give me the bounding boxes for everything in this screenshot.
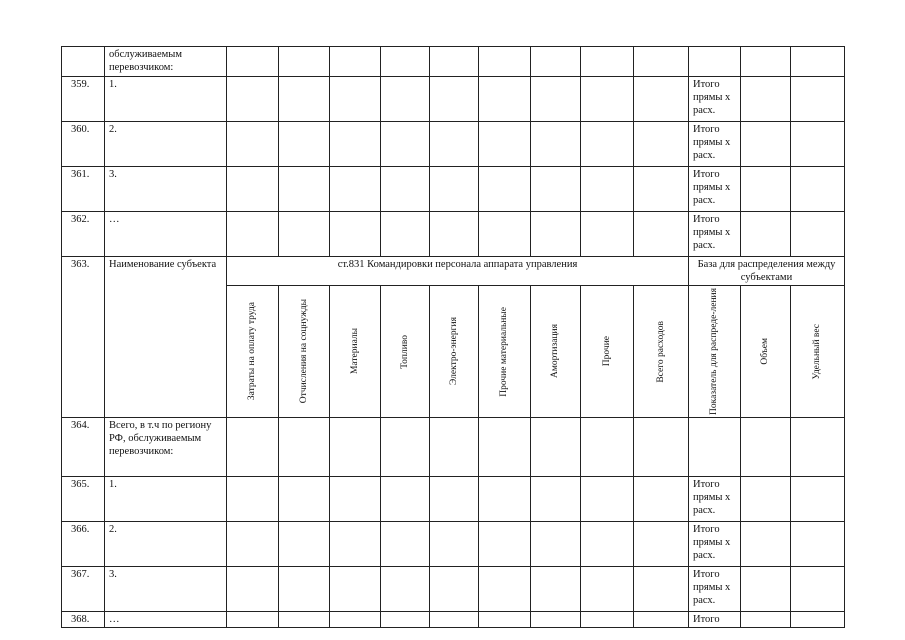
value-cell[interactable] — [279, 167, 330, 212]
value-cell[interactable] — [531, 566, 581, 611]
value-cell[interactable] — [741, 611, 791, 627]
value-cell[interactable] — [581, 47, 634, 77]
value-cell[interactable] — [479, 521, 531, 566]
column-header: Топливо — [381, 286, 430, 418]
row-number-cell: 368. — [62, 611, 105, 627]
value-cell[interactable] — [741, 476, 791, 521]
value-cell[interactable] — [381, 167, 430, 212]
value-cell[interactable] — [381, 611, 430, 627]
column-header: Затраты на оплату труда — [227, 286, 279, 418]
value-cell[interactable] — [430, 167, 479, 212]
value-cell[interactable] — [634, 417, 689, 476]
value-cell[interactable] — [381, 476, 430, 521]
value-cell[interactable] — [227, 122, 279, 167]
value-cell[interactable] — [689, 47, 741, 77]
value-cell[interactable] — [430, 417, 479, 476]
value-cell[interactable] — [689, 417, 741, 476]
value-cell[interactable] — [330, 77, 381, 122]
value-cell[interactable] — [330, 122, 381, 167]
row-number-cell: 359. — [62, 77, 105, 122]
value-cell[interactable] — [381, 521, 430, 566]
value-cell[interactable] — [479, 212, 531, 257]
value-cell[interactable] — [634, 566, 689, 611]
value-cell[interactable] — [381, 417, 430, 476]
value-cell[interactable] — [634, 167, 689, 212]
value-cell[interactable] — [791, 47, 845, 77]
value-cell[interactable] — [279, 521, 330, 566]
column-header: Прочие — [581, 286, 634, 418]
value-cell[interactable] — [279, 47, 330, 77]
value-cell[interactable] — [531, 122, 581, 167]
value-cell[interactable] — [227, 167, 279, 212]
value-cell[interactable] — [330, 476, 381, 521]
value-cell[interactable] — [479, 77, 531, 122]
value-cell[interactable] — [581, 476, 634, 521]
row-label-cell: обслуживаемым перевозчиком: — [105, 47, 227, 77]
table-row — [62, 122, 845, 167]
value-cell[interactable] — [330, 212, 381, 257]
section-header-row — [62, 257, 845, 286]
row-number-cell: 361. — [62, 167, 105, 212]
value-cell[interactable] — [330, 521, 381, 566]
value-cell[interactable] — [430, 566, 479, 611]
table-row — [62, 476, 845, 521]
row-label-cell: 2. — [105, 122, 227, 167]
value-cell[interactable] — [381, 47, 430, 77]
value-cell[interactable] — [581, 566, 634, 611]
value-cell[interactable] — [430, 212, 479, 257]
table-row — [62, 566, 845, 611]
value-cell[interactable] — [330, 566, 381, 611]
subject-header: Наименование субъекта — [105, 257, 227, 418]
value-cell[interactable] — [581, 77, 634, 122]
value-cell[interactable] — [791, 167, 845, 212]
row-number-cell: 363. — [62, 257, 105, 418]
value-cell[interactable] — [279, 611, 330, 627]
value-cell[interactable] — [479, 611, 531, 627]
table-row — [62, 417, 845, 476]
column-header: Объем — [741, 286, 791, 418]
value-cell[interactable] — [791, 122, 845, 167]
value-cell[interactable] — [381, 77, 430, 122]
value-cell[interactable] — [227, 417, 279, 476]
value-cell[interactable] — [227, 611, 279, 627]
table-row — [62, 47, 845, 77]
value-cell[interactable] — [479, 566, 531, 611]
column-header: Удельный вес — [791, 286, 845, 418]
value-cell[interactable] — [381, 212, 430, 257]
value-cell[interactable] — [430, 611, 479, 627]
row-number-cell: 365. — [62, 476, 105, 521]
value-cell[interactable] — [634, 212, 689, 257]
itogo-cell: Итого прямы х расх. — [689, 77, 741, 122]
itogo-cell: Итого прямы х расх. — [689, 476, 741, 521]
value-cell[interactable] — [531, 212, 581, 257]
value-cell[interactable] — [430, 521, 479, 566]
value-cell[interactable] — [531, 77, 581, 122]
value-cell[interactable] — [741, 566, 791, 611]
value-cell[interactable] — [581, 521, 634, 566]
value-cell[interactable] — [479, 476, 531, 521]
row-number-cell: 360. — [62, 122, 105, 167]
value-cell[interactable] — [479, 122, 531, 167]
value-cell[interactable] — [227, 476, 279, 521]
value-cell[interactable] — [381, 122, 430, 167]
value-cell[interactable] — [741, 212, 791, 257]
itogo-cell: Итого прямы х расх. — [689, 167, 741, 212]
value-cell[interactable] — [279, 212, 330, 257]
table-row — [62, 521, 845, 566]
value-cell[interactable] — [581, 417, 634, 476]
value-cell[interactable] — [430, 47, 479, 77]
value-cell[interactable] — [330, 167, 381, 212]
value-cell[interactable] — [741, 122, 791, 167]
value-cell[interactable] — [791, 212, 845, 257]
column-header: Прочие материальные — [479, 286, 531, 418]
value-cell[interactable] — [791, 521, 845, 566]
value-cell[interactable] — [531, 521, 581, 566]
value-cell[interactable] — [741, 167, 791, 212]
value-cell[interactable] — [741, 417, 791, 476]
table-row — [62, 212, 845, 257]
value-cell[interactable] — [330, 47, 381, 77]
value-cell[interactable] — [531, 476, 581, 521]
value-cell[interactable] — [227, 212, 279, 257]
value-cell[interactable] — [581, 611, 634, 627]
value-cell[interactable] — [531, 167, 581, 212]
value-cell[interactable] — [479, 47, 531, 77]
value-cell[interactable] — [227, 47, 279, 77]
value-cell[interactable] — [279, 122, 330, 167]
value-cell[interactable] — [227, 566, 279, 611]
row-number-cell: 364. — [62, 417, 105, 476]
column-header: Отчисления на соцнужды — [279, 286, 330, 418]
value-cell[interactable] — [791, 566, 845, 611]
value-cell[interactable] — [430, 476, 479, 521]
value-cell[interactable] — [479, 167, 531, 212]
itogo-cell: Итого прямы х расх. — [689, 212, 741, 257]
column-header: Показатель для распреде-ления — [689, 286, 741, 418]
value-cell[interactable] — [581, 212, 634, 257]
itogo-cell: Итого прямы х расх. — [689, 521, 741, 566]
value-cell[interactable] — [634, 476, 689, 521]
value-cell[interactable] — [634, 611, 689, 627]
row-label-cell: 3. — [105, 167, 227, 212]
row-number-cell: 366. — [62, 521, 105, 566]
itogo-cell: Итого прямы х расх. — [689, 566, 741, 611]
value-cell[interactable] — [531, 417, 581, 476]
value-cell[interactable] — [741, 47, 791, 77]
column-header: Электро-энергия — [430, 286, 479, 418]
value-cell[interactable] — [330, 417, 381, 476]
value-cell[interactable] — [581, 122, 634, 167]
value-cell[interactable] — [279, 417, 330, 476]
value-cell[interactable] — [531, 47, 581, 77]
value-cell[interactable] — [279, 77, 330, 122]
itogo-cell: Итого прямы х расх. — [689, 122, 741, 167]
value-cell[interactable] — [381, 566, 430, 611]
row-label-cell: … — [105, 212, 227, 257]
table-row — [62, 77, 845, 122]
column-header: Всего расходов — [634, 286, 689, 418]
value-cell[interactable] — [430, 122, 479, 167]
row-label-cell: 1. — [105, 476, 227, 521]
value-cell[interactable] — [741, 77, 791, 122]
column-header: Материалы — [330, 286, 381, 418]
row-number-cell: 367. — [62, 566, 105, 611]
cost-distribution-table — [61, 46, 845, 628]
value-cell[interactable] — [791, 476, 845, 521]
itogo-cell: Итого — [689, 611, 741, 627]
table-row — [62, 611, 845, 627]
value-cell[interactable] — [227, 77, 279, 122]
value-cell[interactable] — [531, 611, 581, 627]
value-cell[interactable] — [634, 122, 689, 167]
row-label-cell: Всего, в т.ч по региону РФ, обслуживаемым перевозчиком: — [105, 417, 227, 476]
value-cell[interactable] — [279, 566, 330, 611]
row-label-cell: … — [105, 611, 227, 627]
value-cell[interactable] — [634, 47, 689, 77]
row-number-cell: 362. — [62, 212, 105, 257]
table-row — [62, 167, 845, 212]
value-cell[interactable] — [479, 417, 531, 476]
value-cell[interactable] — [330, 611, 381, 627]
value-cell[interactable] — [791, 417, 845, 476]
value-cell[interactable] — [430, 77, 479, 122]
value-cell[interactable] — [791, 611, 845, 627]
value-cell[interactable] — [791, 77, 845, 122]
row-label-cell: 2. — [105, 521, 227, 566]
column-header: Амортизация — [531, 286, 581, 418]
value-cell[interactable] — [634, 77, 689, 122]
row-label-cell: 3. — [105, 566, 227, 611]
value-cell[interactable] — [634, 521, 689, 566]
row-number-cell — [62, 47, 105, 77]
value-cell[interactable] — [279, 476, 330, 521]
value-cell[interactable] — [581, 167, 634, 212]
base-header: База для распределения между субъектами — [689, 257, 845, 286]
value-cell[interactable] — [227, 521, 279, 566]
row-label-cell: 1. — [105, 77, 227, 122]
section-title: ст.831 Командировки персонала аппарата управления — [227, 257, 689, 286]
value-cell[interactable] — [741, 521, 791, 566]
